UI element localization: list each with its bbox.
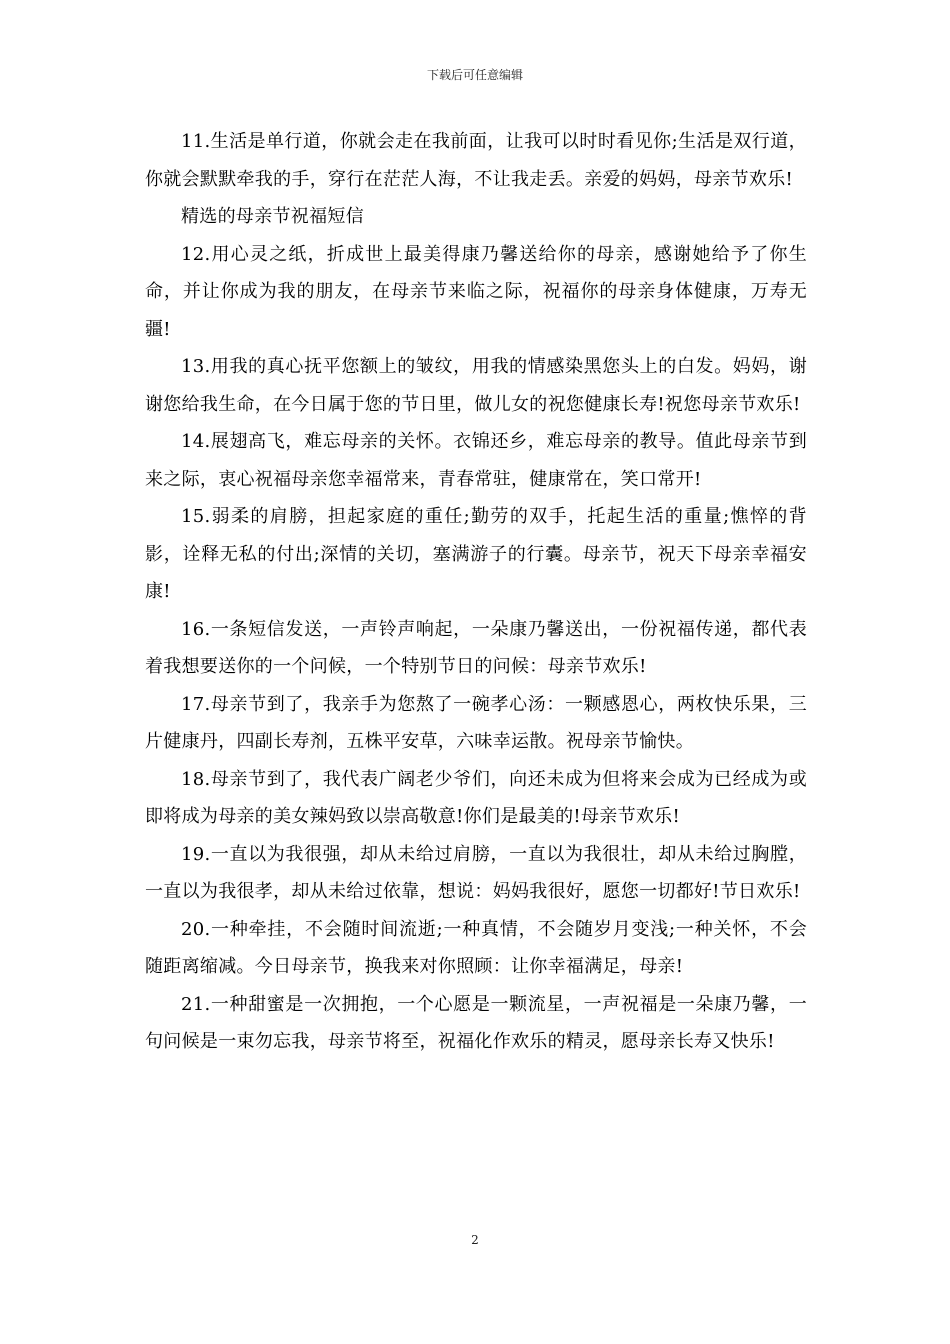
paragraph-11: 11.生活是单行道，你就会走在我前面，让我可以时时看见你;生活是双行道，你就会默默牵我的手，穿行在茫茫人海，不让我走丢。亲爱的妈妈，母亲节欢乐! [145,131,807,190]
paragraph-21: 21.一种甜蜜是一次拥抱，一个心愿是一颗流星，一声祝福是一朵康乃馨，一句问候是一束勿忘我，母亲节将至，祝福化作欢乐的精灵，愿母亲长寿又快乐! [145,993,807,1052]
document-body [145,123,807,1061]
paragraph-12: 12.用心灵之纸，折成世上最美得康乃馨送给你的母亲，感谢她给予了你生命，并让你成为我的朋友，在母亲节来临之际，祝福你的母亲身体健康，万寿无疆! [145,243,807,340]
page-number: 2 [471,1233,479,1247]
paragraph-17: 17.母亲节到了，我亲手为您熬了一碗孝心汤：一颗感恩心，两枚快乐果，三片健康丹，四副长寿剂，五株平安草，六味幸运散。祝母亲节愉快。 [145,693,807,752]
page-header: 下载后可任意编辑 [426,68,523,82]
paragraph-18: 18.母亲节到了，我代表广阔老少爷们，向还未成为但将来会成为已经成为或即将成为母亲的美女辣妈致以崇高敬意!你们是最美的!母亲节欢乐! [145,768,807,827]
paragraph-20: 20.一种牵挂，不会随时间流逝;一种真情，不会随岁月变浅;一种关怀，不会随距离缩减。今日母亲节，换我来对你照顾：让你幸福满足，母亲! [145,918,807,977]
paragraph-14: 14.展翅高飞，难忘母亲的关怀。衣锦还乡，难忘母亲的教导。值此母亲节到来之际，衷心祝福母亲您幸福常来，青春常驻，健康常在，笑口常开! [145,431,807,490]
paragraph-19: 19.一直以为我很强，却从未给过肩膀，一直以为我很壮，却从未给过胸膛，一直以为我很孝，却从未给过依靠，想说：妈妈我很好，愿您一切都好!节日欢乐! [145,843,807,902]
paragraph-15: 15.弱柔的肩膀，担起家庭的重任;勤劳的双手，托起生活的重量;憔悴的背影，诠释无私的付出;深情的关切，塞满游子的行囊。母亲节，祝天下母亲幸福安康! [145,506,807,602]
paragraph-13: 13.用我的真心抚平您额上的皱纹，用我的情感染黑您头上的白发。妈妈，谢谢您给我生命，在今日属于您的节日里，做儿女的祝您健康长寿!祝您母亲节欢乐! [145,356,807,415]
paragraph-16: 16.一条短信发送，一声铃声响起，一朵康乃馨送出，一份祝福传递，都代表着我想要送你的一个问候，一个特别节日的问候：母亲节欢乐! [145,618,807,677]
section-heading: 精选的母亲节祝福短信 [181,206,364,227]
